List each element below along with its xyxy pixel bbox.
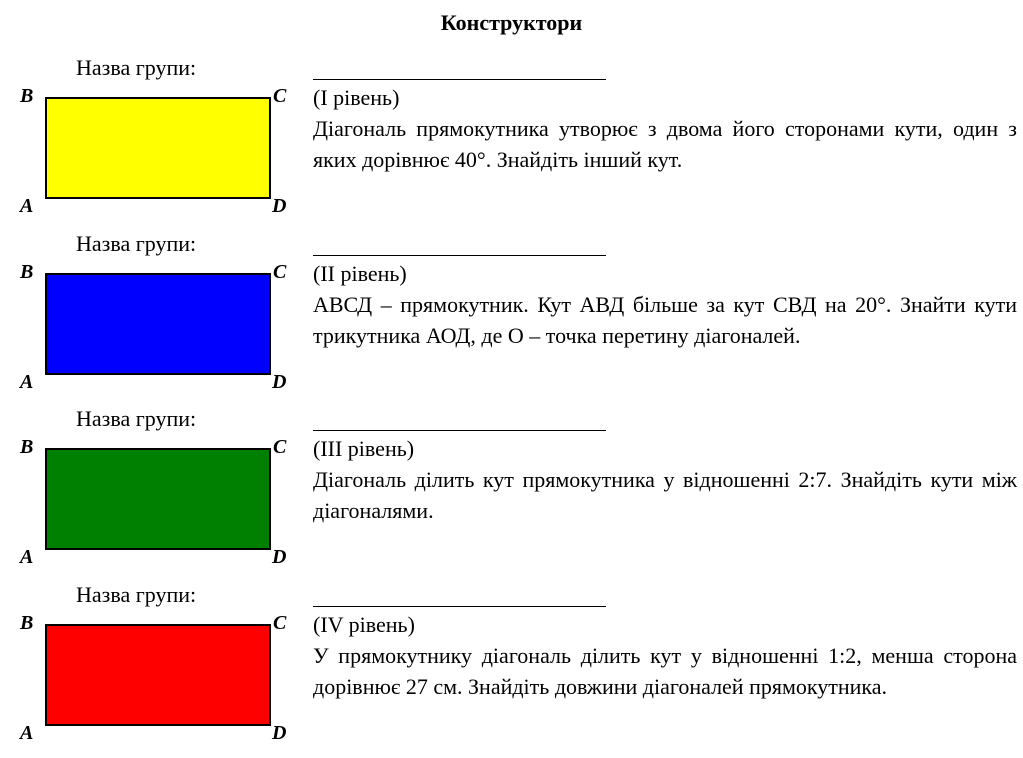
vertex-label-b: B [20, 612, 34, 634]
vertex-label-c: C [273, 612, 287, 634]
rectangle-figure [45, 273, 271, 375]
vertex-label-d: D [272, 546, 287, 568]
task-text: У прямокутнику діагональ ділить кут у відношенні 1:2, менша сторона дорівнює 27 см. Знайдіть довжини діагоналей прямокутника. [313, 643, 1017, 699]
vertex-label-b: B [20, 436, 34, 458]
group-name-blank-line [313, 79, 606, 80]
vertex-label-a: A [20, 195, 34, 217]
group-name-label: Назва групи: [76, 231, 197, 256]
task-section-1 [0, 55, 1023, 231]
vertex-label-c: C [273, 436, 287, 458]
page-title: Конструктори [440, 10, 583, 35]
rectangle-figure [45, 97, 271, 199]
vertex-label-a: A [20, 722, 34, 744]
vertex-label-b: B [20, 85, 34, 107]
rectangle-figure [45, 624, 271, 726]
group-name-blank-line [313, 255, 606, 256]
vertex-label-d: D [272, 722, 287, 744]
difficulty-level: (II рівень) [313, 261, 407, 286]
group-name-label: Назва групи: [76, 55, 197, 80]
group-name-label: Назва групи: [76, 406, 197, 431]
task-text: АВСД – прямокутник. Кут АВД більше за кут СВД на 20°. Знайти кути трикутника АОД, де О – точка перетину діагоналей. [313, 292, 1017, 348]
task-text: Діагональ ділить кут прямокутника у відношенні 2:7. Знайдіть кути між діагоналями. [313, 467, 1017, 523]
vertex-label-b: B [20, 261, 34, 283]
group-name-blank-line [313, 430, 606, 431]
rectangle-figure [45, 448, 271, 550]
difficulty-level: (IV рівень) [313, 612, 415, 637]
task-section-4 [0, 582, 1023, 758]
task-section-2 [0, 231, 1023, 407]
vertex-label-a: A [20, 546, 34, 568]
vertex-label-d: D [272, 371, 287, 393]
group-name-label: Назва групи: [76, 582, 197, 607]
task-section-3 [0, 406, 1023, 582]
group-name-blank-line [313, 606, 606, 607]
vertex-label-c: C [273, 85, 287, 107]
vertex-label-c: C [273, 261, 287, 283]
difficulty-level: (I рівень) [313, 85, 400, 110]
difficulty-level: (III рівень) [313, 436, 415, 461]
vertex-label-d: D [272, 195, 287, 217]
task-text: Діагональ прямокутника утворює з двома його сторонами кути, один з яких дорівнює 40°. Знайдіть інший кут. [313, 116, 1017, 172]
vertex-label-a: A [20, 371, 34, 393]
